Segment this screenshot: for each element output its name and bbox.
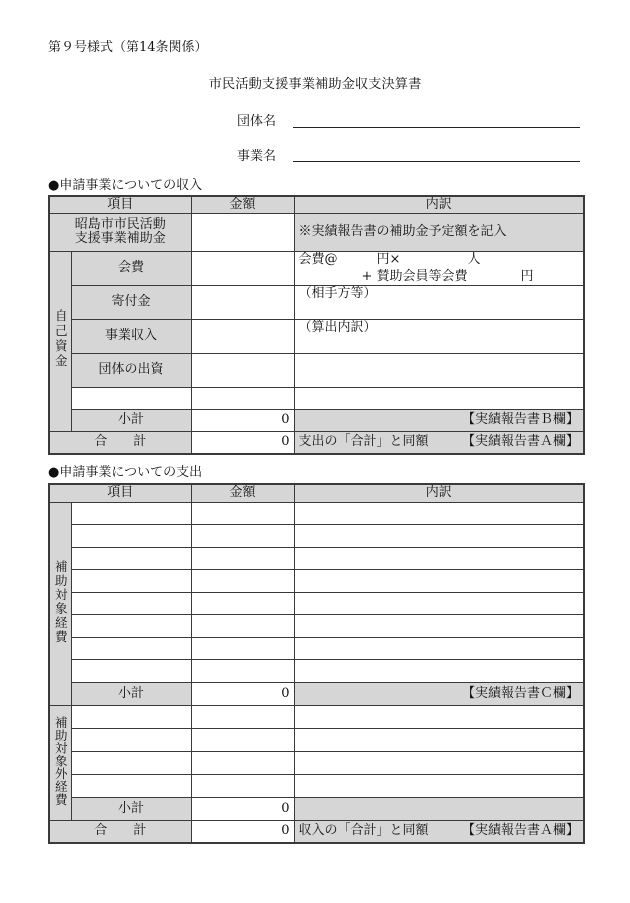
income-subtotal-row [49, 409, 584, 431]
subsidy-note: ※実績報告書の補助金予定額を記入 [294, 213, 584, 251]
eligible-item-cell [71, 502, 191, 525]
eligible-subtotal-label: 小計 [71, 682, 191, 705]
subsidy-label [49, 213, 191, 251]
ineligible-item-cell [71, 774, 191, 797]
eligible-item-cell [71, 592, 191, 615]
subsidy-label-line2: 支援事業補助金 [74, 231, 166, 246]
membership-note-persons: 人 [467, 251, 481, 267]
expense-total-detail-content [299, 824, 584, 838]
income-header-amount: 金額 [191, 196, 294, 213]
subsidy-amount-cell [191, 213, 294, 251]
income-header-detail: 内訳 [294, 196, 584, 213]
membership-amount-cell [191, 251, 294, 285]
eligible-detail-cell [294, 592, 584, 615]
organization-label: 団体名 [237, 114, 277, 129]
subsidy-label-line1: 昭島市市民活動 [74, 217, 166, 232]
eligible-subtotal-amount: 0 [191, 682, 294, 705]
expense-table [48, 483, 585, 844]
membership-note-yen-times: 円× [376, 251, 401, 267]
donation-row [49, 285, 584, 319]
expense-header-row [49, 484, 584, 502]
eligible-amount-cell [191, 502, 294, 525]
contribution-row [49, 353, 584, 387]
eligible-row [49, 570, 584, 593]
ineligible-detail-cell [294, 774, 584, 797]
expense-total-note: 収入の「合計」と同額 [298, 823, 429, 839]
eligible-amount-cell [191, 525, 294, 548]
eligible-group-label: 補助対象経費 [53, 559, 69, 644]
eligible-row [49, 615, 584, 638]
donation-amount-cell [191, 285, 294, 319]
eligible-subtotal-ref: 【実績報告書Ｃ欄】 [294, 682, 584, 705]
eligible-group [49, 502, 71, 705]
membership-label: 会費 [71, 251, 191, 285]
self-funds-group [49, 251, 71, 431]
eligible-amount-cell [191, 592, 294, 615]
contribution-detail-cell [294, 353, 584, 387]
ineligible-group-label: 補助対象外経費 [53, 715, 69, 806]
eligible-detail-cell [294, 570, 584, 593]
expense-header-amount: 金額 [191, 484, 294, 502]
project-name-line [293, 161, 580, 162]
income-total-note: 支出の「合計」と同額 [298, 434, 429, 450]
business-note: （算出内訳） [294, 319, 584, 353]
donation-note: （相手方等） [294, 285, 584, 319]
ineligible-amount-cell [191, 705, 294, 728]
membership-detail-content [295, 253, 584, 285]
eligible-detail-cell [294, 502, 584, 525]
expense-total-ref: 【実績報告書Ａ欄】 [462, 823, 580, 839]
ineligible-amount-cell [191, 751, 294, 774]
income-total-ref: 【実績報告書Ａ欄】 [462, 434, 580, 450]
expense-total-detail [294, 820, 584, 843]
income-blank-row [49, 387, 584, 409]
income-subtotal-ref: 【実績報告書Ｂ欄】 [294, 409, 584, 431]
income-total-row [49, 431, 584, 454]
eligible-detail-cell [294, 660, 584, 683]
expense-total-label: 合 計 [49, 820, 191, 843]
eligible-row [49, 502, 584, 525]
ineligible-row [49, 774, 584, 797]
ineligible-row [49, 705, 584, 728]
eligible-item-cell [71, 547, 191, 570]
business-row [49, 319, 584, 353]
income-heading: ●申請事業についての収入 [48, 178, 203, 193]
membership-note-support: + 賛助会員等会費 [361, 268, 468, 284]
ineligible-amount-cell [191, 774, 294, 797]
ineligible-item-cell [71, 751, 191, 774]
self-funds-label: 自己資金 [53, 309, 69, 369]
eligible-detail-cell [294, 547, 584, 570]
ineligible-row [49, 728, 584, 751]
donation-label: 寄付金 [71, 285, 191, 319]
blank-detail-cell [294, 387, 584, 409]
ineligible-item-cell [71, 728, 191, 751]
income-table [48, 195, 585, 455]
eligible-amount-cell [191, 547, 294, 570]
ineligible-subtotal-row [49, 797, 584, 820]
blank-label-cell [71, 387, 191, 409]
income-header-item: 項目 [49, 196, 191, 213]
eligible-row [49, 660, 584, 683]
ineligible-detail-cell [294, 728, 584, 751]
income-total-detail [294, 431, 584, 454]
expense-total-row [49, 820, 584, 843]
eligible-item-cell [71, 525, 191, 548]
income-total-label: 合 計 [49, 431, 191, 454]
project-label: 事業名 [237, 149, 277, 164]
eligible-amount-cell [191, 660, 294, 683]
eligible-row [49, 547, 584, 570]
eligible-item-cell [71, 637, 191, 660]
ineligible-subtotal-amount: 0 [191, 797, 294, 820]
ineligible-amount-cell [191, 728, 294, 751]
expense-header-item: 項目 [49, 484, 191, 502]
blank-amount-cell [191, 387, 294, 409]
ineligible-group [49, 705, 71, 820]
income-total-amount: 0 [191, 431, 294, 454]
eligible-item-cell [71, 660, 191, 683]
membership-row [49, 251, 584, 285]
organization-name-line [293, 127, 580, 128]
membership-note-yen: 円 [520, 268, 534, 284]
income-subtotal-label: 小計 [71, 409, 191, 431]
income-subtotal-amount: 0 [191, 409, 294, 431]
eligible-item-cell [71, 615, 191, 638]
expense-heading: ●申請事業についての支出 [48, 465, 203, 480]
eligible-row [49, 592, 584, 615]
eligible-row [49, 637, 584, 660]
ineligible-detail-cell [294, 751, 584, 774]
ineligible-detail-cell [294, 705, 584, 728]
ineligible-row [49, 751, 584, 774]
subsidy-row [49, 213, 584, 251]
eligible-detail-cell [294, 525, 584, 548]
ineligible-subtotal-detail [294, 797, 584, 820]
business-label: 事業収入 [71, 319, 191, 353]
eligible-amount-cell [191, 637, 294, 660]
contribution-label: 団体の出資 [71, 353, 191, 387]
expense-header-detail: 内訳 [294, 484, 584, 502]
eligible-item-cell [71, 570, 191, 593]
eligible-subtotal-row [49, 682, 584, 705]
membership-detail [294, 251, 584, 285]
ineligible-subtotal-label: 小計 [71, 797, 191, 820]
eligible-amount-cell [191, 615, 294, 638]
expense-total-amount: 0 [191, 820, 294, 843]
eligible-detail-cell [294, 615, 584, 638]
ineligible-item-cell [71, 705, 191, 728]
form-number: 第９号様式（第14条関係） [48, 40, 208, 55]
income-header-row [49, 196, 584, 213]
business-amount-cell [191, 319, 294, 353]
contribution-amount-cell [191, 353, 294, 387]
membership-note-prefix: 会費@ [298, 251, 338, 267]
income-total-detail-content [299, 435, 584, 449]
eligible-row [49, 525, 584, 548]
eligible-detail-cell [294, 637, 584, 660]
eligible-amount-cell [191, 570, 294, 593]
document-title: 市民活動支援事業補助金収支決算書 [208, 77, 422, 92]
